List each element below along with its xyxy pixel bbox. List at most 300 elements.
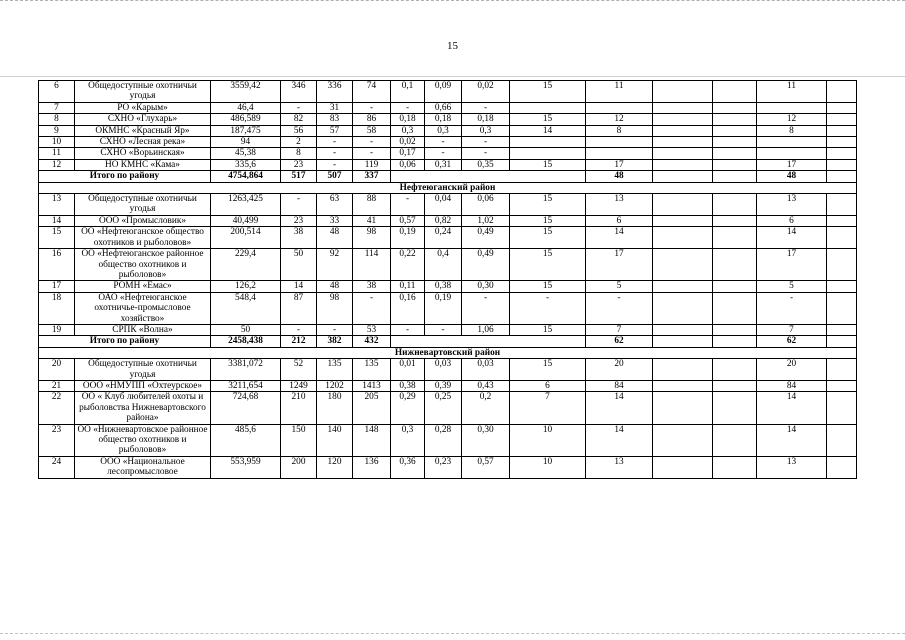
cell-d3: - <box>462 292 510 324</box>
cell-c3: 136 <box>353 456 391 478</box>
cell-h <box>713 324 757 335</box>
cell-c3: 74 <box>353 81 391 103</box>
cell-j <box>827 380 857 391</box>
cell-c3: - <box>353 292 391 324</box>
cell-d1: - <box>391 102 425 113</box>
total-empty <box>391 336 586 347</box>
cell-h <box>713 227 757 249</box>
cell-d3: 0,35 <box>462 159 510 170</box>
cell-i: - <box>757 292 827 324</box>
cell-c3: 205 <box>353 392 391 424</box>
district-header-row <box>39 347 857 358</box>
cell-f: 8 <box>586 125 653 136</box>
cell-d1: 0,57 <box>391 215 425 226</box>
cell-f <box>586 137 653 148</box>
cell-c3: 114 <box>353 249 391 281</box>
cell-c1: 8 <box>281 148 317 159</box>
cell-h <box>713 380 757 391</box>
cell-h <box>713 159 757 170</box>
cell-d3: 1,06 <box>462 324 510 335</box>
cell-d1: 0,17 <box>391 148 425 159</box>
cell-e: 15 <box>510 194 586 216</box>
cell-d2: 0,25 <box>425 392 462 424</box>
cell-i: 14 <box>757 392 827 424</box>
cell-c2: - <box>317 324 353 335</box>
page-number: 15 <box>447 40 458 52</box>
district-name: Нефтеюганский район <box>39 182 857 193</box>
cell-n: 6 <box>39 81 75 103</box>
table-row <box>39 281 857 292</box>
cell-name: ООО «Промысловик» <box>75 215 211 226</box>
cell-name: НО КМНС «Кама» <box>75 159 211 170</box>
cell-e: 15 <box>510 324 586 335</box>
cell-d2: 0,66 <box>425 102 462 113</box>
cell-area: 486,589 <box>211 114 281 125</box>
cell-f: 13 <box>586 456 653 478</box>
cell-e: - <box>510 292 586 324</box>
table-row <box>39 81 857 103</box>
cell-f: 13 <box>586 194 653 216</box>
scan-rule-top <box>0 76 905 77</box>
cell-h <box>713 292 757 324</box>
cell-e: 15 <box>510 159 586 170</box>
cell-f: 84 <box>586 380 653 391</box>
cell-f: 14 <box>586 227 653 249</box>
cell-e: 15 <box>510 281 586 292</box>
table-row <box>39 249 857 281</box>
cell-area: 94 <box>211 137 281 148</box>
total-empty-j <box>827 171 857 182</box>
cell-e: 14 <box>510 125 586 136</box>
cell-c2: 98 <box>317 292 353 324</box>
cell-c1: 14 <box>281 281 317 292</box>
cell-c3: 148 <box>353 424 391 456</box>
cell-c3: 86 <box>353 114 391 125</box>
cell-i: 17 <box>757 249 827 281</box>
cell-d2: 0,4 <box>425 249 462 281</box>
cell-c3: - <box>353 137 391 148</box>
cell-d3: 0,43 <box>462 380 510 391</box>
cell-g <box>653 380 713 391</box>
cell-d2: 0,24 <box>425 227 462 249</box>
cell-n: 18 <box>39 292 75 324</box>
cell-d1: 0,06 <box>391 159 425 170</box>
table-row <box>39 456 857 478</box>
cell-d3: 0,30 <box>462 424 510 456</box>
cell-i: 20 <box>757 359 827 381</box>
cell-d3: 0,06 <box>462 194 510 216</box>
cell-d2: 0,38 <box>425 281 462 292</box>
cell-c3: 38 <box>353 281 391 292</box>
cell-c2: 31 <box>317 102 353 113</box>
cell-d2: 0,04 <box>425 194 462 216</box>
cell-i: 17 <box>757 159 827 170</box>
cell-name: ООО «НМУПП «Охтеурское» <box>75 380 211 391</box>
cell-name: ОО «Нижневартовское районное общество охотников и рыболовов» <box>75 424 211 456</box>
total-empty <box>391 171 586 182</box>
cell-n: 16 <box>39 249 75 281</box>
cell-c1: 82 <box>281 114 317 125</box>
cell-d2: - <box>425 137 462 148</box>
table-row <box>39 424 857 456</box>
cell-c1: 56 <box>281 125 317 136</box>
total-empty-g <box>653 336 713 347</box>
total-f: 48 <box>586 171 653 182</box>
table-row <box>39 137 857 148</box>
cell-c2: 63 <box>317 194 353 216</box>
cell-i: 14 <box>757 424 827 456</box>
cell-g <box>653 456 713 478</box>
cell-d1: 0,3 <box>391 424 425 456</box>
cell-d3: 0,2 <box>462 392 510 424</box>
cell-name: ОАО «Нефтеюганское охотничье-промысловое хозяйство» <box>75 292 211 324</box>
cell-d1: 0,1 <box>391 81 425 103</box>
cell-c1: 200 <box>281 456 317 478</box>
cell-g <box>653 227 713 249</box>
table-row <box>39 227 857 249</box>
district-total-row <box>39 171 857 182</box>
cell-d1: 0,16 <box>391 292 425 324</box>
cell-c3: 119 <box>353 159 391 170</box>
cell-g <box>653 102 713 113</box>
cell-d3: - <box>462 137 510 148</box>
cell-e: 6 <box>510 380 586 391</box>
cell-area: 1263,425 <box>211 194 281 216</box>
table-row <box>39 114 857 125</box>
cell-g <box>653 215 713 226</box>
cell-d3: 0,02 <box>462 81 510 103</box>
cell-name: СХНО «Глухарь» <box>75 114 211 125</box>
cell-n: 20 <box>39 359 75 381</box>
total-empty-h <box>713 171 757 182</box>
total-empty-h <box>713 336 757 347</box>
cell-d2: 0,39 <box>425 380 462 391</box>
cell-h <box>713 194 757 216</box>
cell-c3: 135 <box>353 359 391 381</box>
cell-d1: 0,22 <box>391 249 425 281</box>
cell-n: 7 <box>39 102 75 113</box>
cell-n: 15 <box>39 227 75 249</box>
cell-c3: 53 <box>353 324 391 335</box>
cell-f: 14 <box>586 424 653 456</box>
cell-d3: 0,57 <box>462 456 510 478</box>
cell-c1: 50 <box>281 249 317 281</box>
cell-n: 12 <box>39 159 75 170</box>
total-c1: 517 <box>281 171 317 182</box>
cell-c3: 1413 <box>353 380 391 391</box>
cell-c2: 135 <box>317 359 353 381</box>
cell-c2: 336 <box>317 81 353 103</box>
cell-name: ОО « Клуб любителей охоты и рыболовства Нижневартовского района» <box>75 392 211 424</box>
cell-g <box>653 424 713 456</box>
cell-c1: 87 <box>281 292 317 324</box>
cell-h <box>713 114 757 125</box>
cell-c1: - <box>281 324 317 335</box>
cell-area: 229,4 <box>211 249 281 281</box>
cell-f: 11 <box>586 81 653 103</box>
cell-d1: - <box>391 194 425 216</box>
cell-name: ООО «Национальное лесопромысловое <box>75 456 211 478</box>
cell-c2: 1202 <box>317 380 353 391</box>
cell-g <box>653 359 713 381</box>
cell-d3: 0,49 <box>462 227 510 249</box>
cell-n: 21 <box>39 380 75 391</box>
cell-c3: - <box>353 148 391 159</box>
cell-j <box>827 456 857 478</box>
cell-d2: 0,03 <box>425 359 462 381</box>
cell-d2: - <box>425 324 462 335</box>
cell-c1: 2 <box>281 137 317 148</box>
cell-j <box>827 81 857 103</box>
cell-j <box>827 215 857 226</box>
cell-j <box>827 324 857 335</box>
cell-d3: 1,02 <box>462 215 510 226</box>
cell-d1: 0,38 <box>391 380 425 391</box>
cell-g <box>653 194 713 216</box>
total-empty-g <box>653 171 713 182</box>
cell-d1: 0,29 <box>391 392 425 424</box>
table-row <box>39 380 857 391</box>
cell-j <box>827 281 857 292</box>
cell-d3: - <box>462 102 510 113</box>
district-name: Нижневартовский район <box>39 347 857 358</box>
table-row <box>39 324 857 335</box>
cell-c1: 150 <box>281 424 317 456</box>
cell-c3: 88 <box>353 194 391 216</box>
total-c2: 382 <box>317 336 353 347</box>
cell-c1: - <box>281 194 317 216</box>
cell-j <box>827 194 857 216</box>
cell-area: 126,2 <box>211 281 281 292</box>
cell-n: 23 <box>39 424 75 456</box>
cell-c2: 48 <box>317 281 353 292</box>
cell-h <box>713 424 757 456</box>
cell-h <box>713 148 757 159</box>
cell-j <box>827 137 857 148</box>
total-c3: 432 <box>353 336 391 347</box>
cell-d3: - <box>462 148 510 159</box>
cell-d2: 0,31 <box>425 159 462 170</box>
cell-n: 14 <box>39 215 75 226</box>
cell-d1: 0,36 <box>391 456 425 478</box>
cell-name: СХНО «Ворьинская» <box>75 148 211 159</box>
cell-f: 5 <box>586 281 653 292</box>
cell-j <box>827 249 857 281</box>
cell-j <box>827 292 857 324</box>
cell-d1: 0,01 <box>391 359 425 381</box>
cell-c3: 98 <box>353 227 391 249</box>
cell-d2: 0,23 <box>425 456 462 478</box>
cell-d3: 0,30 <box>462 281 510 292</box>
cell-name: Общедоступные охотничьи угодья <box>75 194 211 216</box>
cell-g <box>653 125 713 136</box>
cell-i: 13 <box>757 194 827 216</box>
total-c1: 212 <box>281 336 317 347</box>
cell-j <box>827 114 857 125</box>
cell-f: 6 <box>586 215 653 226</box>
cell-c2: - <box>317 148 353 159</box>
cell-e: 7 <box>510 392 586 424</box>
cell-j <box>827 102 857 113</box>
total-f: 62 <box>586 336 653 347</box>
total-c3: 337 <box>353 171 391 182</box>
cell-n: 22 <box>39 392 75 424</box>
cell-f <box>586 102 653 113</box>
cell-g <box>653 81 713 103</box>
cell-g <box>653 324 713 335</box>
cell-i <box>757 102 827 113</box>
cell-name: РОМН «Емас» <box>75 281 211 292</box>
cell-d3: 0,18 <box>462 114 510 125</box>
cell-i: 6 <box>757 215 827 226</box>
cell-c2: 92 <box>317 249 353 281</box>
cell-h <box>713 215 757 226</box>
cell-c3: 58 <box>353 125 391 136</box>
hunting-grounds-table <box>38 80 857 479</box>
cell-h <box>713 281 757 292</box>
cell-c2: 57 <box>317 125 353 136</box>
table-row <box>39 292 857 324</box>
cell-c1: 23 <box>281 159 317 170</box>
cell-c1: 23 <box>281 215 317 226</box>
cell-e: 15 <box>510 359 586 381</box>
cell-d2: 0,82 <box>425 215 462 226</box>
cell-i: 14 <box>757 227 827 249</box>
total-label: Итого по району <box>39 336 211 347</box>
cell-c2: - <box>317 159 353 170</box>
cell-n: 13 <box>39 194 75 216</box>
table-row <box>39 215 857 226</box>
cell-n: 11 <box>39 148 75 159</box>
cell-area: 200,514 <box>211 227 281 249</box>
cell-i: 11 <box>757 81 827 103</box>
cell-area: 45,38 <box>211 148 281 159</box>
cell-h <box>713 102 757 113</box>
scan-rule-bottom <box>0 633 905 634</box>
cell-h <box>713 456 757 478</box>
cell-area: 3559,42 <box>211 81 281 103</box>
cell-e: 10 <box>510 424 586 456</box>
cell-e: 15 <box>510 215 586 226</box>
cell-d2: 0,28 <box>425 424 462 456</box>
cell-f <box>586 148 653 159</box>
cell-name: РО «Карым» <box>75 102 211 113</box>
cell-c1: 346 <box>281 81 317 103</box>
cell-name: ОО «Нефтеюганское общество охотников и рыболовов» <box>75 227 211 249</box>
cell-g <box>653 114 713 125</box>
cell-area: 3211,654 <box>211 380 281 391</box>
cell-e <box>510 148 586 159</box>
cell-name: Общедоступные охотничьи угодья <box>75 81 211 103</box>
cell-d1: 0,02 <box>391 137 425 148</box>
cell-g <box>653 159 713 170</box>
cell-n: 19 <box>39 324 75 335</box>
cell-name: ОКМНС «Красный Яр» <box>75 125 211 136</box>
cell-j <box>827 424 857 456</box>
cell-h <box>713 125 757 136</box>
cell-d2: 0,3 <box>425 125 462 136</box>
cell-e: 10 <box>510 456 586 478</box>
table-row <box>39 392 857 424</box>
total-c2: 507 <box>317 171 353 182</box>
cell-c3: 41 <box>353 215 391 226</box>
cell-f: - <box>586 292 653 324</box>
cell-d2: 0,19 <box>425 292 462 324</box>
cell-d1: - <box>391 324 425 335</box>
district-total-row <box>39 336 857 347</box>
cell-c1: 38 <box>281 227 317 249</box>
cell-j <box>827 227 857 249</box>
cell-f: 17 <box>586 249 653 281</box>
cell-n: 8 <box>39 114 75 125</box>
cell-d3: 0,49 <box>462 249 510 281</box>
cell-c2: - <box>317 137 353 148</box>
cell-name: СХНО «Лесная река» <box>75 137 211 148</box>
cell-area: 548,4 <box>211 292 281 324</box>
cell-h <box>713 359 757 381</box>
table-row <box>39 125 857 136</box>
cell-j <box>827 359 857 381</box>
cell-d1: 0,18 <box>391 114 425 125</box>
cell-g <box>653 249 713 281</box>
cell-c2: 83 <box>317 114 353 125</box>
cell-d2: 0,09 <box>425 81 462 103</box>
cell-area: 50 <box>211 324 281 335</box>
table-row <box>39 159 857 170</box>
cell-j <box>827 392 857 424</box>
cell-c2: 33 <box>317 215 353 226</box>
cell-name: Общедоступные охотничьи угодья <box>75 359 211 381</box>
cell-area: 40,499 <box>211 215 281 226</box>
cell-c1: 52 <box>281 359 317 381</box>
cell-n: 24 <box>39 456 75 478</box>
cell-e <box>510 137 586 148</box>
cell-g <box>653 148 713 159</box>
cell-n: 17 <box>39 281 75 292</box>
cell-f: 17 <box>586 159 653 170</box>
total-empty-j <box>827 336 857 347</box>
cell-e: 15 <box>510 114 586 125</box>
cell-c3: - <box>353 102 391 113</box>
district-header-row <box>39 182 857 193</box>
cell-h <box>713 81 757 103</box>
cell-name: СРПК «Волна» <box>75 324 211 335</box>
cell-i: 7 <box>757 324 827 335</box>
cell-d2: 0,18 <box>425 114 462 125</box>
cell-c1: 210 <box>281 392 317 424</box>
cell-c2: 120 <box>317 456 353 478</box>
table-body <box>39 81 857 479</box>
cell-c1: - <box>281 102 317 113</box>
cell-i: 5 <box>757 281 827 292</box>
cell-c2: 180 <box>317 392 353 424</box>
cell-area: 553,959 <box>211 456 281 478</box>
cell-c1: 1249 <box>281 380 317 391</box>
total-label: Итого по району <box>39 171 211 182</box>
cell-name: ОО «Нефтеюганское районное общество охотников и рыболовов» <box>75 249 211 281</box>
cell-e: 15 <box>510 227 586 249</box>
cell-c2: 48 <box>317 227 353 249</box>
table-row <box>39 148 857 159</box>
cell-g <box>653 137 713 148</box>
cell-d3: 0,3 <box>462 125 510 136</box>
cell-n: 10 <box>39 137 75 148</box>
cell-i <box>757 137 827 148</box>
cell-e: 15 <box>510 249 586 281</box>
total-i: 48 <box>757 171 827 182</box>
total-i: 62 <box>757 336 827 347</box>
cell-d1: 0,11 <box>391 281 425 292</box>
